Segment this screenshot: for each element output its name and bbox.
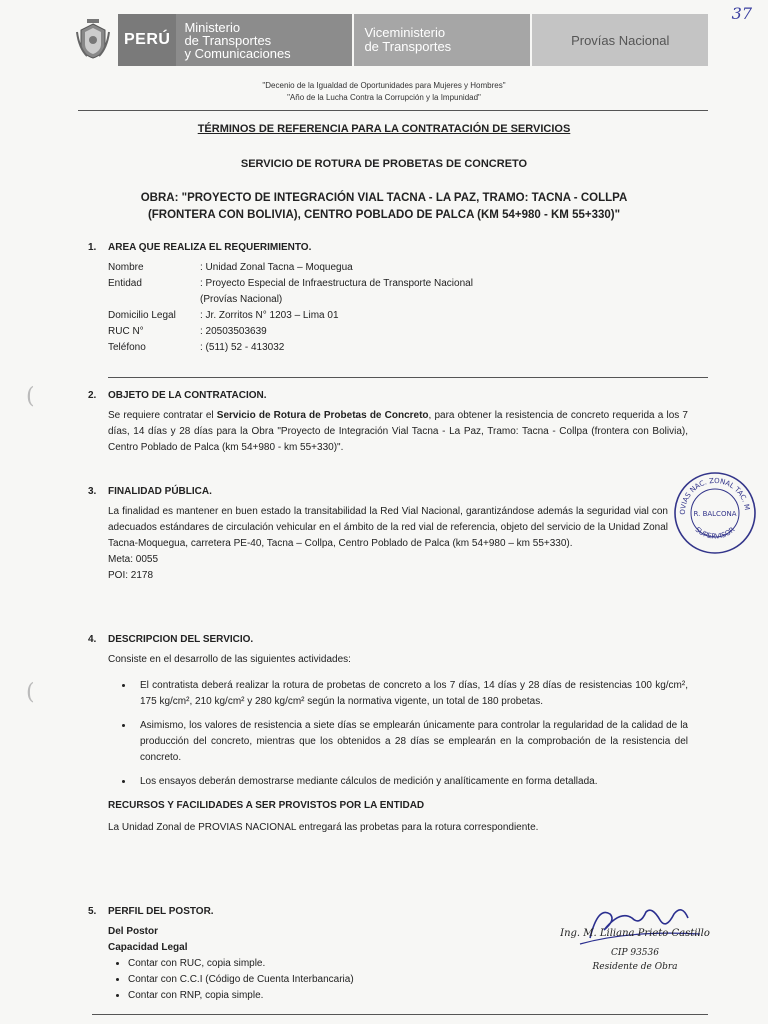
list-item: • Contar con C.C.I (Código de Cuenta Interbancaria) [128,972,688,988]
svg-text:SUPERVISOR: SUPERVISOR [693,525,737,541]
section-descripcion [88,632,688,836]
resources-heading: RECURSOS Y FACILIDADES A SER PROVISTOS POR LA ENTIDAD [108,800,425,811]
svg-text:R. BALCONA: R. BALCONA [693,510,737,518]
section-divider [108,377,708,378]
detail-row: (Provías Nacional) [200,294,283,305]
coat-of-arms-icon [68,14,118,66]
svg-text:PROVIAS NAC. ZONAL TAC. MOQ.: OVIAS NAC. ZONAL TAC. M [678,476,751,515]
section-heading: 4. DESCRIPCION DEL SERVICIO. [88,634,254,645]
section-finalidad [88,484,688,584]
meta-text: Meta: 0055 [108,554,159,565]
list-item: • Asimismo, los valores de resistencia a siete días se emplearán únicamente para controlar la regularidad de la calidad de la producción del concreto, mientras que los obtenidos a 28 días se emplearán en la comprobación de la resistencia del concreto. [134,718,688,766]
margin-mark: ( [26,384,35,409]
finalidad-paragraph: La finalidad es mantener en buen estado la transitabilidad la Red Vial Nacional, garantizándose además la seguridad vial con adecuados estándares de circulación vehicular en el ámbito de la red vial de referencia, objeto del servicio de la Unidad Zonal Tacna-Moquegua, carretera PE-40, Tacna – Collpa, Centro Poblado de Palca (km 54+980 – km 55+330). [108,506,668,549]
capacidad-subheading: Capacidad Legal [108,942,188,953]
list-item: • El contratista deberá realizar la rotura de probetas de concreto a los 7 días, 14 días y 28 días de resistencias 100 kg/cm², 175 kg/cm², 210 kg/cm² y 280 kg/cm² según la normativa vigente, un total de 180 probetas. [134,678,688,710]
section-area [88,240,688,356]
requirement-details [88,260,688,356]
agency-label: Provías Nacional [532,14,708,66]
obra-title: OBRA: "PROYECTO DE INTEGRACIÓN VIAL TACNA - LA PAZ, TRAMO: TACNA - COLLPA (FRONTERA CON BOLIVIA), CENTRO POBLADO DE PALCA (KM 54+980 - KM 55+330)" [140,192,628,221]
detail-row: RUC N° : 20503503639 [108,326,267,337]
detail-row: Domicilio Legal : Jr. Zorritos N° 1203 – Lima 01 [108,310,339,321]
supervisor-stamp-icon [672,470,758,556]
service-title: SERVICIO DE ROTURA DE PROBETAS DE CONCRETO [240,158,528,170]
margin-mark: ( [26,680,35,705]
postor-subheading: Del Postor [108,926,159,937]
section-objeto [88,388,688,456]
footer-divider [92,1014,708,1015]
detail-row: Nombre : Unidad Zonal Tacna – Moquegua [108,262,353,273]
header-divider [78,110,708,111]
objeto-paragraph: Se requiere contratar el Servicio de Rotura de Probetas de Concreto, para obtener la resistencia de concreto requerida a los 7 días, 14 días y 28 días para la Obra "Proyecto de Integración Vial Tacna - La Paz, Tramo: Tacna - Collpa (frontera con Bolivia), Centro Poblado de Palca (km 54+980 - km 55+330)". [108,410,688,453]
signature-scribble-icon [550,900,720,950]
list-item: • Los ensayos deberán demostrarse mediante cálculos de medición y analíticamente en forma detallada. [134,774,688,790]
letterhead [68,14,708,66]
section-heading: 3. FINALIDAD PÚBLICA. [88,486,212,497]
viceministry-label: Viceministerio de Transportes [354,14,530,66]
detail-row: Entidad : Proyecto Especial de Infraestructura de Transporte Nacional [108,278,473,289]
detail-row: Teléfono : (511) 52 - 413032 [108,342,285,353]
signer-name: Ing. M. Liliana Prieto Castillo [560,928,710,939]
section-heading: 5. PERFIL DEL POSTOR. [88,906,214,917]
ministry-label: Ministerio de Transportes y Comunicaciones [176,14,352,66]
section-heading: 1. AREA QUE REALIZA EL REQUERIMIENTO. [88,242,312,253]
signature-block [550,900,720,990]
signer-cip: CIP 93536 [611,948,659,958]
poi-text: POI: 2178 [108,570,154,581]
resources-paragraph: La Unidad Zonal de PROVIAS NACIONAL entregará las probetas para la rotura correspondiente. [108,822,539,833]
decenio-text: "Decenio de la Igualdad de Oportunidades para Mujeres y Hombres" "Año de la Lucha Contra la Corrupción y la Impunidad" [262,81,506,102]
section-heading: 2. OBJETO DE LA CONTRATACION. [88,390,267,401]
list-item: • Contar con RUC, copia simple. [128,956,688,972]
signer-role: Residente de Obra [592,962,678,972]
list-item: • Contar con RNP, copia simple. [128,988,688,1004]
peru-label: PERÚ [118,14,176,66]
page-number: 37 [731,4,752,23]
descripcion-intro: Consiste en el desarrollo de las siguientes actividades: [108,654,351,665]
doc-title: TÉRMINOS DE REFERENCIA PARA LA CONTRATACIÓN DE SERVICIOS [197,123,571,135]
activities-list [88,678,688,790]
